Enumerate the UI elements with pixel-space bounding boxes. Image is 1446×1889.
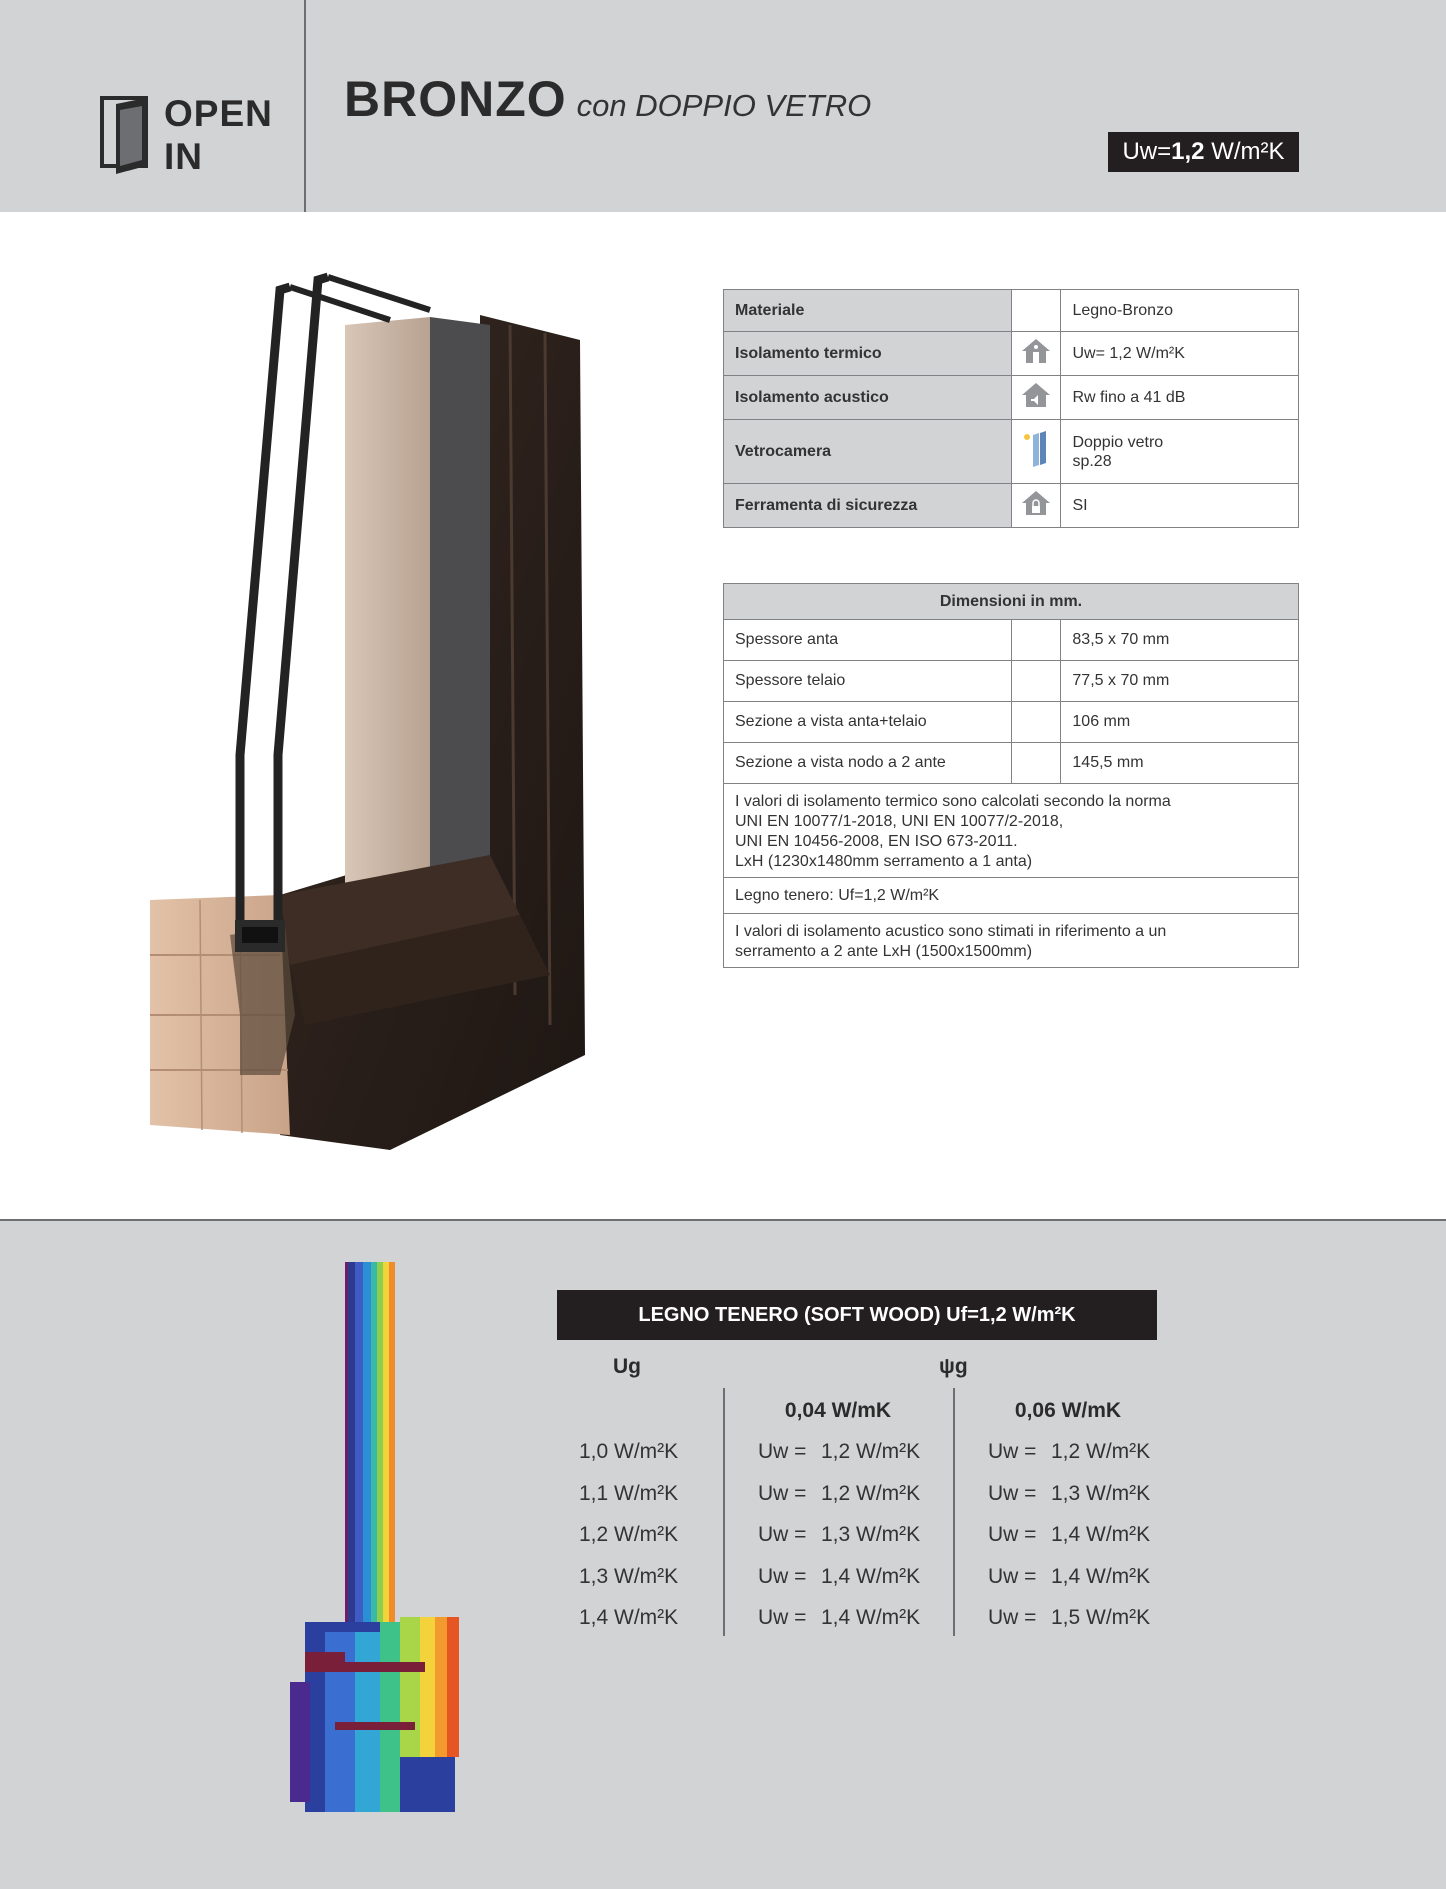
spec-value: SI [1061, 484, 1299, 528]
ug-value: 1,4 W/m²K [579, 1606, 679, 1629]
glass-pane-icon [1021, 429, 1051, 469]
uw-prefix: Uw = [988, 1440, 1037, 1463]
uw-badge-unit: W/m²K [1204, 138, 1285, 165]
uw-table-divider [953, 1388, 955, 1636]
specs-table [723, 289, 1299, 528]
uw-table-divider [723, 1388, 725, 1636]
dim-label: Spessore anta [724, 620, 1012, 661]
dimensions-row [724, 661, 1299, 702]
spec-value: Legno-Bronzo [1061, 290, 1299, 332]
uw-value-psi-004: 1,2 W/m²K [821, 1481, 921, 1505]
spec-icon-cell [1011, 376, 1061, 420]
dim-label: Sezione a vista anta+telaio [724, 702, 1012, 743]
uw-value-psi-004: 1,3 W/m²K [821, 1523, 921, 1546]
uw-prefix: Uw = [758, 1606, 807, 1629]
uw-prefix: Uw = [988, 1481, 1037, 1505]
dim-empty-cell [1011, 743, 1061, 784]
ug-value: 1,0 W/m²K [579, 1440, 679, 1463]
dim-label: Sezione a vista nodo a 2 ante [724, 743, 1012, 784]
spec-value-line: sp.28 [1072, 452, 1112, 470]
note-line: serramento a 2 ante LxH (1500x1500mm) [735, 943, 1033, 960]
ug-value: 1,2 W/m²K [579, 1523, 679, 1546]
window-section-image [90, 255, 630, 1175]
spec-value: Rw fino a 41 dB [1061, 376, 1299, 420]
dimensions-title: Dimensioni in mm. [724, 584, 1299, 620]
uw-prefix: Uw = [758, 1564, 807, 1588]
uw-value-psi-004: 1,2 W/m²K [821, 1440, 921, 1463]
dim-value: 83,5 x 70 mm [1061, 620, 1299, 661]
psi-column-label: ψg [939, 1355, 968, 1378]
spec-icon-cell [1011, 484, 1061, 528]
spec-label: Isolamento acustico [724, 376, 1012, 420]
thermal-note [724, 784, 1299, 878]
ug-value: 1,3 W/m²K [579, 1564, 679, 1588]
header-band [0, 0, 1446, 212]
page-title [344, 70, 871, 128]
dim-empty-cell [1011, 702, 1061, 743]
uw-badge [1108, 132, 1299, 172]
specs-row [724, 420, 1299, 484]
title-subtitle: con DOPPIO VETRO [576, 88, 872, 123]
uw-value-psi-006: 1,5 W/m²K [1051, 1606, 1151, 1629]
dimensions-note-row [724, 784, 1299, 878]
spec-value [1061, 420, 1299, 484]
uw-prefix: Uw = [758, 1523, 807, 1546]
psi-004-label: 0,04 W/mK [784, 1399, 892, 1422]
acoustic-note [724, 914, 1299, 968]
house-acoustic-icon [1020, 381, 1052, 409]
softwood-note: Legno tenero: Uf=1,2 W/m²K [724, 878, 1299, 914]
spec-label: Materiale [724, 290, 1012, 332]
uw-value-psi-004: 1,4 W/m²K [821, 1606, 921, 1629]
note-line: I valori di isolamento termico sono calcolati secondo la norma [735, 793, 1171, 810]
spec-icon-cell [1011, 332, 1061, 376]
note-line: LxH (1230x1480mm serramento a 1 anta) [735, 853, 1033, 870]
dim-value: 145,5 mm [1061, 743, 1299, 784]
door-open-in-icon [100, 96, 152, 176]
uw-value-psi-006: 1,3 W/m²K [1051, 1481, 1151, 1505]
note-line: I valori di isolamento acustico sono stimati in riferimento a un [735, 923, 1167, 940]
title-main: BRONZO [344, 71, 567, 127]
logo-text [164, 92, 273, 178]
dimensions-row [724, 702, 1299, 743]
uw-value-psi-006: 1,4 W/m²K [1051, 1564, 1151, 1588]
specs-row [724, 376, 1299, 420]
spec-icon-cell [1011, 290, 1061, 332]
spec-value: Uw= 1,2 W/m²K [1061, 332, 1299, 376]
dim-label: Spessore telaio [724, 661, 1012, 702]
uw-prefix: Uw = [758, 1440, 807, 1463]
uw-prefix: Uw = [988, 1523, 1037, 1546]
ug-column-label: Ug [613, 1355, 641, 1378]
dimensions-row [724, 620, 1299, 661]
spec-label: Ferramenta di sicurezza [724, 484, 1012, 528]
specs-row [724, 290, 1299, 332]
dimensions-table [723, 583, 1299, 968]
uw-badge-prefix: Uw= [1122, 138, 1172, 165]
header-divider [304, 0, 306, 212]
logo-line-in: IN [164, 136, 203, 177]
dim-empty-cell [1011, 661, 1061, 702]
spec-icon-cell [1011, 420, 1061, 484]
dim-value: 106 mm [1061, 702, 1299, 743]
house-lock-icon [1020, 489, 1052, 517]
dimensions-note-row [724, 914, 1299, 968]
note-line: UNI EN 10077/1-2018, UNI EN 10077/2-2018, [735, 813, 1064, 830]
uw-value-psi-006: 1,4 W/m²K [1051, 1523, 1151, 1546]
dim-value: 77,5 x 70 mm [1061, 661, 1299, 702]
uw-prefix: Uw = [988, 1606, 1037, 1629]
spec-label: Isolamento termico [724, 332, 1012, 376]
note-line: UNI EN 10456-2008, EN ISO 673-2011. [735, 833, 1018, 850]
dim-empty-cell [1011, 620, 1061, 661]
logo-line-open: OPEN [164, 93, 273, 134]
uw-value-psi-006: 1,2 W/m²K [1051, 1440, 1151, 1463]
uw-badge-value: 1,2 [1171, 138, 1205, 165]
dimensions-header-row [724, 584, 1299, 620]
dimensions-note-row [724, 878, 1299, 914]
ug-value: 1,1 W/m²K [579, 1481, 679, 1505]
dimensions-row [724, 743, 1299, 784]
thermal-simulation-image [285, 1262, 475, 1817]
psi-006-label: 0,06 W/mK [1014, 1399, 1122, 1422]
uw-prefix: Uw = [988, 1564, 1037, 1588]
spec-value-line: Doppio vetro [1072, 433, 1164, 451]
house-thermal-icon [1020, 337, 1052, 365]
specs-row [724, 332, 1299, 376]
uw-value-psi-004: 1,4 W/m²K [821, 1564, 921, 1588]
uw-table-header: LEGNO TENERO (SOFT WOOD) Uf=1,2 W/m²K [557, 1290, 1157, 1340]
uw-prefix: Uw = [758, 1481, 807, 1505]
specs-row [724, 484, 1299, 528]
spec-label: Vetrocamera [724, 420, 1012, 484]
